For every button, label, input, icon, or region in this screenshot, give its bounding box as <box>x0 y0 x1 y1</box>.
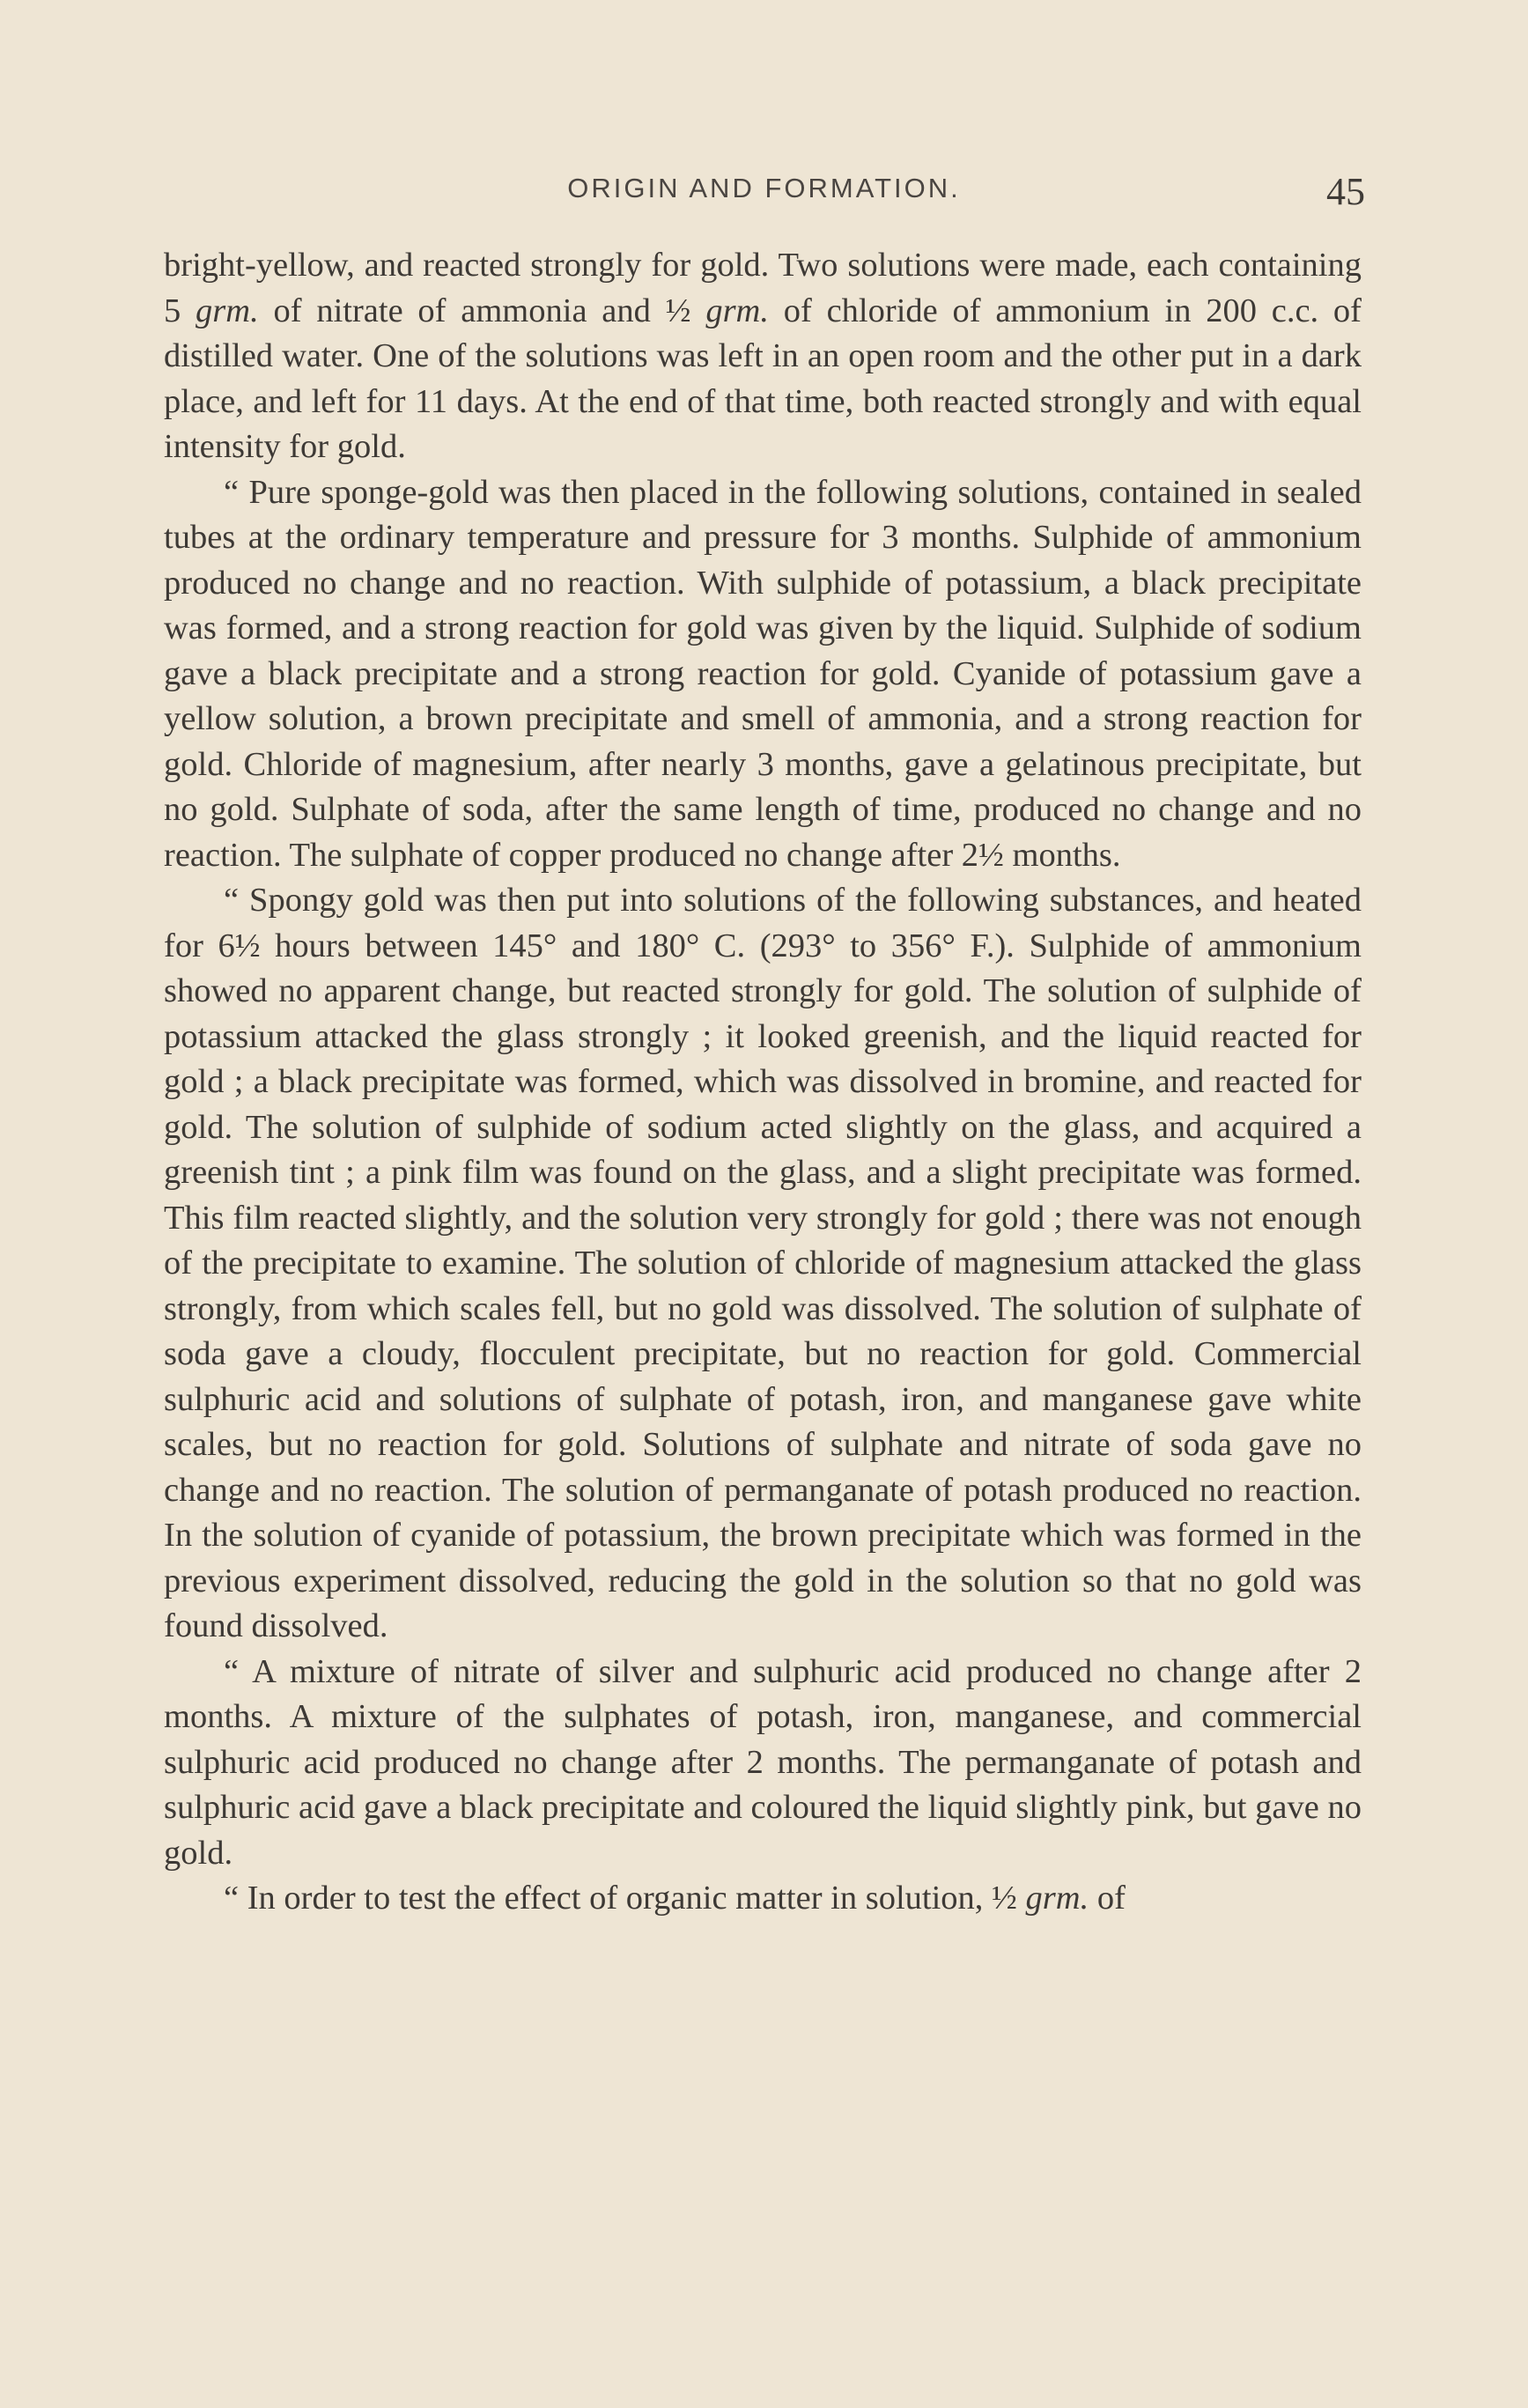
paragraph-2 <box>164 470 1362 879</box>
paragraph-1 <box>164 243 1362 470</box>
paragraph-3 <box>164 878 1362 1650</box>
body-text <box>164 243 1362 1922</box>
page-number: 45 <box>1326 170 1365 213</box>
paragraph-5 <box>164 1876 1362 1922</box>
text-run: “ Pure sponge-gold was then placed in the following solutions, contained in sealed tubes at the ordinary temperature and pressure for 3 months. Sulphide of ammonium produced no change and no reaction. With sulphide of potassium, a black precipitate was formed, and a strong reaction for gold was given by the liquid. Sulphide of sodium gave a black precipitate and a strong reaction for gold. Cyanide of potassium gave a yellow solution, a brown precipitate and smell of ammonia, and a strong reaction for gold. Chloride of magnesium, after nearly 3 months, gave a gelatinous precipitate, but no gold. Sulphate of soda, after the same length of time, produced no change and no reaction. The sulphate of copper produced no change after 2½ months. <box>164 473 1362 874</box>
unit-abbrev: grm. <box>196 292 259 329</box>
text-run: of <box>1089 1880 1126 1917</box>
text-run: bright-yellow, and reacted strongly for gold. Two solutions were made, each containing 5 <box>164 247 1362 329</box>
unit-abbrev: grm. <box>705 292 769 329</box>
text-run: “ A mixture of nitrate of silver and sulphuric acid produced no change after 2 months. A mixture of the sulphates of potash, iron, manganese, and commercial sulphuric acid produced no change after 2 months. The permanganate of potash and sulphuric acid gave a black precipitate and coloured the liquid slightly pink, but gave no gold. <box>164 1652 1362 1872</box>
text-run: of nitrate of ammonia and ½ <box>258 292 706 329</box>
text-run: “ In order to test the effect of organic matter in solution, ½ <box>224 1880 1026 1917</box>
text-run: “ Spongy gold was then put into solutions of the following substances, and heated for 6½ hours between 145° and 180° C. (293° to 356° F.). Sulphide of ammonium showed no apparent change, but reacted strongly for gold. The solution of sulphide of potassium attacked the glass strongly ; it looked greenish, and the liquid reacted for gold ; a black precipitate was formed, which was dissolved in bromine, and reacted for gold. The solution of sulphide of sodium acted slightly on the glass, and acquired a greenish tint ; a pink film was found on the glass, and a slight precipitate was formed. This film reacted slightly, and the solution very strongly for gold ; there was not enough of the precipitate to examine. The solution of chloride of magnesium attacked the glass strongly, from which scales fell, but no gold was dissolved. The solution of sulphate of soda gave a cloudy, flocculent precipitate, but no reaction for gold. Commercial sulphuric acid and solutions of sulphate of potash, iron, and manganese gave white scales, but no reaction for gold. Solutions of sulphate and nitrate of soda gave no change and no reaction. The solution of permanganate of potash produced no reaction. In the solution of cyanide of potassium, the brown precipitate which was formed in the previous experiment dissolved, reducing the gold in the solution so that no gold was found dissolved. <box>164 882 1362 1644</box>
paragraph-4 <box>164 1650 1362 1877</box>
running-title: ORIGIN AND FORMATION. <box>567 173 961 203</box>
running-head <box>163 169 1365 222</box>
text-run: of chloride of ammonium in 200 c.c. of distilled water. One of the solutions was left in an open room and the other put in a dark place, and left for 11 days. At the end of that time, both reacted strongly and with equal intensity for gold. <box>164 292 1362 465</box>
unit-abbrev: grm. <box>1025 1880 1089 1917</box>
